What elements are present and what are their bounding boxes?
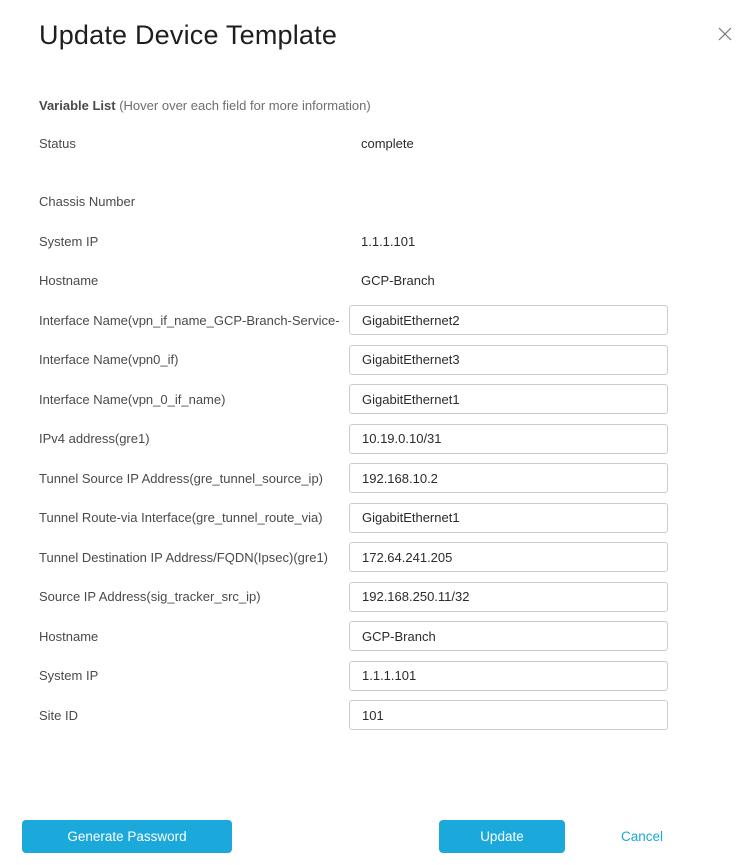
row-hostname <box>39 617 668 657</box>
field-label: Tunnel Source IP Address(gre_tunnel_source_ip) <box>39 470 324 486</box>
tunnel-source-ip-input[interactable] <box>349 463 668 493</box>
row-source-ip-sig-tracker <box>39 577 668 617</box>
ipv4-address-gre1-input[interactable] <box>349 424 668 454</box>
field-label: IPv4 address(gre1) <box>39 431 150 447</box>
field-label: Site ID <box>39 707 79 723</box>
field-label: Status <box>39 136 76 152</box>
update-device-template-dialog <box>0 20 752 865</box>
field-label: System IP <box>39 668 99 684</box>
row-site-id <box>39 696 668 736</box>
system-ip-input[interactable] <box>349 661 668 691</box>
field-label: Tunnel Destination IP Address/FQDN(Ipsec)(gre1) <box>39 549 329 565</box>
dialog-footer <box>0 820 752 853</box>
hostname-input[interactable] <box>349 621 668 651</box>
row-system-ip-readonly <box>39 222 668 262</box>
field-label: Interface Name(vpn_if_name_GCP-Branch-Service- <box>39 312 340 328</box>
page-title: Update Device Template <box>39 20 338 50</box>
variable-list-label: Variable List <box>39 98 116 113</box>
row-tunnel-route-via-interface <box>39 498 668 538</box>
row-interface-name-vpn0-if <box>39 340 668 380</box>
field-label: Hostname <box>39 273 99 289</box>
field-value: 1.1.1.101 <box>361 233 416 249</box>
field-value: GCP-Branch <box>361 273 435 289</box>
tunnel-destination-ip-input[interactable] <box>349 542 668 572</box>
row-chassis-number <box>39 182 668 222</box>
variable-list-heading <box>39 97 668 114</box>
variable-list-note: (Hover over each field for more information) <box>119 98 371 113</box>
row-tunnel-source-ip <box>39 459 668 499</box>
cancel-link[interactable]: Cancel <box>620 829 663 844</box>
generate-password-button[interactable]: Generate Password <box>22 820 232 853</box>
row-status <box>39 124 668 164</box>
row-hostname-readonly <box>39 261 668 301</box>
field-label: Tunnel Route-via Interface(gre_tunnel_route_via) <box>39 510 323 526</box>
tunnel-route-via-interface-input[interactable] <box>349 503 668 533</box>
row-ipv4-address-gre1 <box>39 419 668 459</box>
site-id-input[interactable] <box>349 700 668 730</box>
interface-name-vpn-0-if-name-input[interactable] <box>349 384 668 414</box>
update-button[interactable]: Update <box>439 820 565 853</box>
field-label: Hostname <box>39 628 99 644</box>
field-label: Source IP Address(sig_tracker_src_ip) <box>39 589 261 605</box>
field-label: System IP <box>39 233 99 249</box>
field-label: Chassis Number <box>39 194 136 210</box>
row-interface-name-service-vpn <box>39 301 668 341</box>
source-ip-sig-tracker-input[interactable] <box>349 582 668 612</box>
interface-name-service-vpn-input[interactable] <box>349 305 668 335</box>
field-label: Interface Name(vpn_0_if_name) <box>39 391 226 407</box>
close-icon[interactable] <box>717 26 733 42</box>
row-interface-name-vpn-0-if-name <box>39 380 668 420</box>
variable-rows <box>0 124 752 735</box>
interface-name-vpn0-if-input[interactable] <box>349 345 668 375</box>
row-system-ip <box>39 656 668 696</box>
field-value: complete <box>361 136 414 152</box>
row-tunnel-destination-ip <box>39 538 668 578</box>
field-label: Interface Name(vpn0_if) <box>39 352 179 368</box>
